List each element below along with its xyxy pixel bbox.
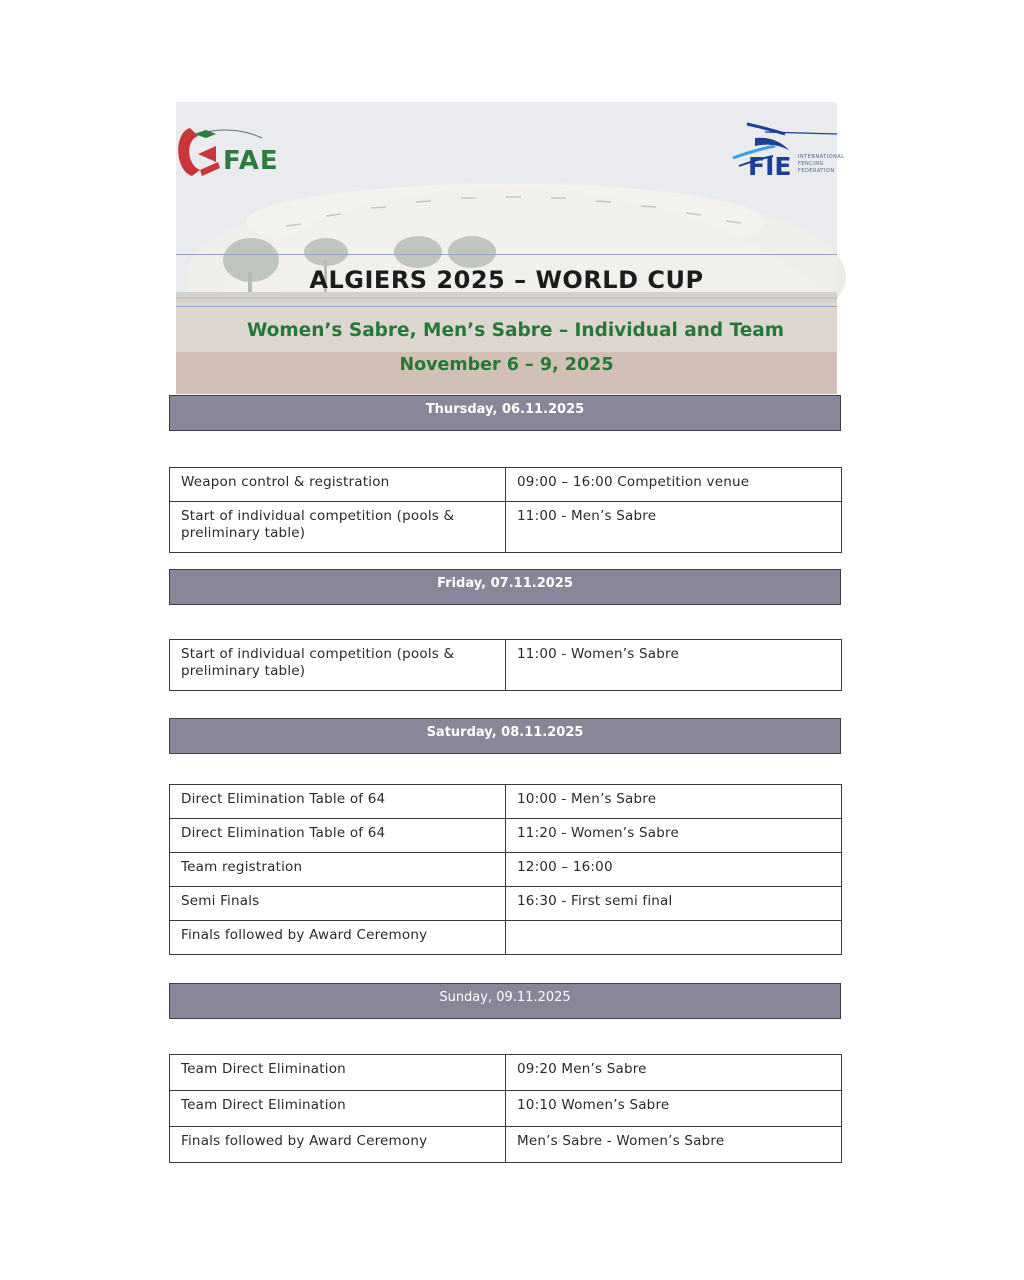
fie-logo-subtext: [798, 154, 845, 175]
table-row: [170, 1055, 842, 1091]
activity-cell: Weapon control & registration: [170, 468, 506, 502]
schedule-table-saturday: [169, 784, 842, 955]
table-row: [170, 1127, 842, 1163]
time-cell: 11:00 - Women’s Sabre: [506, 640, 842, 691]
table-row: [170, 887, 842, 921]
activity-cell: Direct Elimination Table of 64: [170, 819, 506, 853]
activity-cell: Team Direct Elimination: [170, 1091, 506, 1127]
schedule-table-thursday: [169, 467, 842, 553]
time-cell: 11:20 - Women’s Sabre: [506, 819, 842, 853]
activity-cell: Direct Elimination Table of 64: [170, 785, 506, 819]
fae-logo-text: FAE: [223, 146, 279, 176]
time-cell: 11:00 - Men’s Sabre: [506, 502, 842, 553]
day-header-friday: Friday, 07.11.2025: [169, 569, 841, 605]
time-cell: Men’s Sabre - Women’s Sabre: [506, 1127, 842, 1163]
event-title: ALGIERS 2025 – WORLD CUP: [309, 266, 704, 294]
activity-cell: Start of individual competition (pools & preliminary table): [170, 502, 506, 553]
event-banner: [176, 102, 845, 394]
time-cell: 09:20 Men’s Sabre: [506, 1055, 842, 1091]
event-subtitle: Women’s Sabre, Men’s Sabre – Individual and Team: [246, 320, 785, 341]
time-cell: 09:00 – 16:00 Competition venue: [506, 468, 842, 502]
table-row: [170, 640, 842, 691]
time-cell: 16:30 - First semi final: [506, 887, 842, 921]
banner-rule-bottom: [176, 306, 837, 307]
table-row: [170, 853, 842, 887]
table-row: [170, 785, 842, 819]
table-row: [170, 819, 842, 853]
time-cell: 10:00 - Men’s Sabre: [506, 785, 842, 819]
day-header-sunday: Sunday, 09.11.2025: [169, 983, 841, 1019]
table-row: [170, 1091, 842, 1127]
time-cell: 10:10 Women’s Sabre: [506, 1091, 842, 1127]
activity-cell: Finals followed by Award Ceremony: [170, 921, 506, 955]
activity-cell: Finals followed by Award Ceremony: [170, 1127, 506, 1163]
schedule-table-sunday: [169, 1054, 842, 1163]
activity-cell: Team Direct Elimination: [170, 1055, 506, 1091]
activity-cell: Semi Finals: [170, 887, 506, 921]
schedule-table-friday: [169, 639, 842, 691]
table-row: [170, 502, 842, 553]
fie-subtext-line: FEDERATION: [798, 168, 835, 174]
fie-subtext-line: FENCING: [798, 161, 824, 167]
fie-subtext-line: INTERNATIONAL: [798, 154, 845, 160]
table-row: [170, 921, 842, 955]
day-header-saturday: Saturday, 08.11.2025: [169, 718, 841, 754]
banner-rule-top: [176, 254, 837, 255]
event-dates: November 6 – 9, 2025: [399, 355, 614, 375]
activity-cell: Start of individual competition (pools & preliminary table): [170, 640, 506, 691]
time-cell: [506, 921, 842, 955]
table-row: [170, 468, 842, 502]
activity-cell: Team registration: [170, 853, 506, 887]
fie-logo-text: FIE: [748, 152, 792, 181]
day-header-thursday: Thursday, 06.11.2025: [169, 395, 841, 431]
time-cell: 12:00 – 16:00: [506, 853, 842, 887]
